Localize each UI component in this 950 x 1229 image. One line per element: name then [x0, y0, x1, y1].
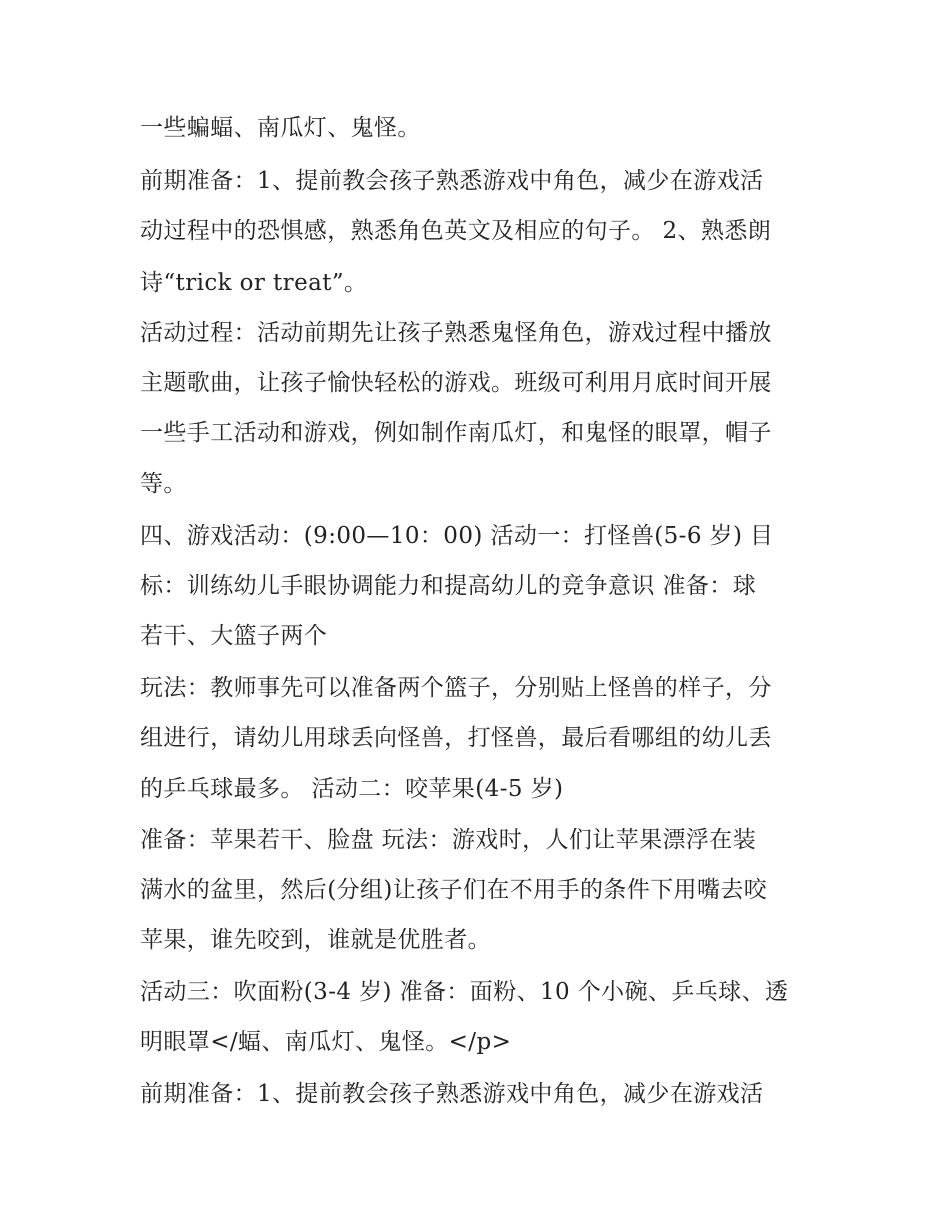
text-line: 组进行，请幼儿用球丢向怪兽，打怪兽，最后看哪组的幼儿丢 [140, 725, 772, 751]
text-line: 标：训练幼儿手眼协调能力和提高幼儿的竞争意识 准备：球 [140, 573, 757, 599]
text-line: 若干、大篮子两个 [140, 623, 328, 649]
text-line: 明眼罩</蝠、南瓜灯、鬼怪。</p> [140, 1029, 512, 1055]
text-line: 诗“trick or treat”。 [140, 270, 368, 296]
text-line: 准备：苹果若干、脸盘 玩法：游戏时，人们让苹果漂浮在装 [140, 827, 757, 853]
text-line: 满水的盆里，然后(分组)让孩子们在不用手的条件下用嘴去咬 [140, 877, 768, 903]
text-line: 活动过程：活动前期先让孩子熟悉鬼怪角色，游戏过程中播放 [140, 320, 772, 346]
text-line: 前期准备：1、提前教会孩子熟悉游戏中角色，减少在游戏活 [140, 168, 764, 194]
text-line: 等。 [140, 471, 187, 497]
text-line: 苹果，谁先咬到，谁就是优胜者。 [140, 927, 491, 953]
text-line: 动过程中的恐惧感，熟悉角色英文及相应的句子。 2、熟悉朗 [140, 218, 772, 244]
text-line: 一些手工活动和游戏，例如制作南瓜灯，和鬼怪的眼罩，帽子 [140, 420, 772, 446]
text-line: 玩法：教师事先可以准备两个篮子，分别贴上怪兽的样子，分 [140, 675, 772, 701]
text-line: 前期准备：1、提前教会孩子熟悉游戏中角色，减少在游戏活 [140, 1081, 764, 1107]
text-line: 一些蝙蝠、南瓜灯、鬼怪。 [140, 115, 421, 141]
text-line: 活动三：吹面粉(3-4 岁) 准备：面粉、10 个小碗、乒乓球、透 [140, 979, 789, 1005]
text-line: 的乒乓球最多。 活动二：咬苹果(4-5 岁) [140, 776, 564, 802]
text-line: 主题歌曲，让孩子愉快轻松的游戏。班级可利用月底时间开展 [140, 370, 772, 396]
text-line: 四、游戏活动：(9:00—10：00) 活动一：打怪兽(5-6 岁) 目 [140, 523, 774, 549]
